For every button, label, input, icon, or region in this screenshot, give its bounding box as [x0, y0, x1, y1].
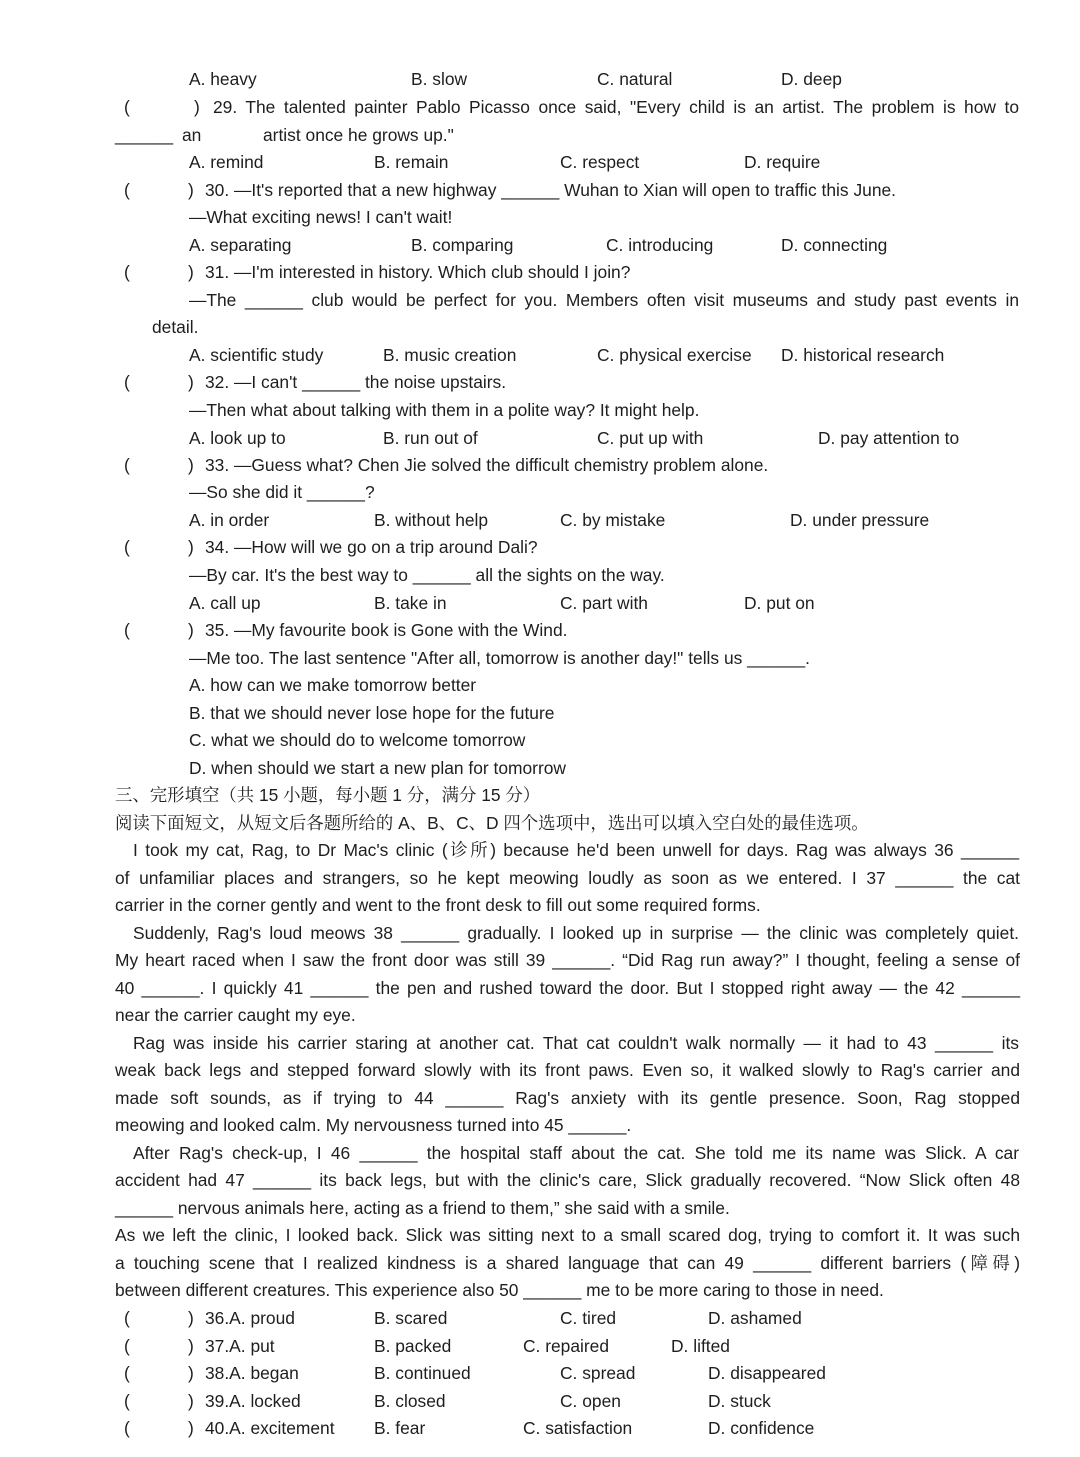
- q35-option-b: B. that we should never lose hope for the future: [189, 703, 555, 723]
- q35-paren-close: ): [188, 620, 194, 640]
- q31-option-d: D. historical research: [781, 345, 945, 365]
- q34-option-c: C. part with: [560, 593, 648, 613]
- answer-paren-open: (: [124, 1363, 130, 1383]
- q40-option-d: D. confidence: [708, 1418, 815, 1438]
- q30-paren-close: ): [188, 180, 194, 200]
- q34-stem: 34. —How will we go on a trip around Dali?: [205, 537, 538, 557]
- passage-line: a touching scene that I realized kindness is a shared language that can 49 ______ different barriers (障碍): [115, 1253, 1020, 1273]
- q37-option-b: B. packed: [374, 1336, 452, 1356]
- q30-option-a: A. separating: [189, 235, 292, 255]
- q36-option-c: C. tired: [560, 1308, 617, 1328]
- q40-option-c: C. satisfaction: [523, 1418, 633, 1438]
- passage-line: 40 ______. I quickly 41 ______ the pen and rushed toward the door. But I stopped right away — the 42 ______: [115, 978, 1020, 998]
- section-heading: 三、完形填空（共 15 小题，每小题 1 分，满分 15 分）: [115, 785, 541, 805]
- q31-option-c: C. physical exercise: [597, 345, 752, 365]
- passage-line: between different creatures. This experience also 50 ______ me to be more caring to those in need.: [115, 1280, 884, 1300]
- q29-option-c: C. respect: [560, 152, 640, 172]
- q33-stem: 33. —Guess what? Chen Jie solved the difficult chemistry problem alone.: [205, 455, 769, 475]
- q30-stem: 30. —It's reported that a new highway ______ Wuhan to Xian will open to traffic this June.: [205, 180, 896, 200]
- q39-option-a: 39.A. locked: [205, 1391, 301, 1411]
- answer-paren-close: ): [188, 1363, 194, 1383]
- q29-paren-open: (: [124, 97, 130, 117]
- q33-option-b: B. without help: [374, 510, 489, 530]
- q33-option-c: C. by mistake: [560, 510, 666, 530]
- q32-option-b: B. run out of: [383, 428, 478, 448]
- answer-paren-close: ): [188, 1308, 194, 1328]
- q38-option-b: B. continued: [374, 1363, 471, 1383]
- q31-paren-close: ): [188, 262, 194, 282]
- q33-paren-close: ): [188, 455, 194, 475]
- q29-paren-close: ): [194, 97, 200, 117]
- q39-option-c: C. open: [560, 1391, 621, 1411]
- answer-paren-close: ): [188, 1336, 194, 1356]
- q34-reply: —By car. It's the best way to ______ all the sights on the way.: [189, 565, 665, 585]
- q31-option-a: A. scientific study: [189, 345, 324, 365]
- q29-stem-blank: ______: [115, 125, 174, 145]
- q35-stem: 35. —My favourite book is Gone with the Wind.: [205, 620, 568, 640]
- passage-line: weak back legs and stepped forward slowly with its front paws. Even so, it walked slowly to Rag's carrier and: [115, 1060, 1020, 1080]
- q35-paren-open: (: [124, 620, 130, 640]
- q36-option-a: 36.A. proud: [205, 1308, 295, 1328]
- answer-paren-open: (: [124, 1308, 130, 1328]
- q33-reply: —So she did it ______?: [189, 482, 375, 502]
- q29-option-d: D. require: [744, 152, 821, 172]
- q34-option-b: B. take in: [374, 593, 447, 613]
- q31-option-b: B. music creation: [383, 345, 517, 365]
- q36-option-d: D. ashamed: [708, 1308, 802, 1328]
- q33-option-a: A. in order: [189, 510, 270, 530]
- q40-option-b: B. fear: [374, 1418, 426, 1438]
- q30-option-d: D. connecting: [781, 235, 888, 255]
- passage-line: carrier in the corner gently and went to the front desk to fill out some required forms.: [115, 895, 761, 915]
- q28-option-a: A. heavy: [189, 69, 257, 89]
- passage-line: made soft sounds, as if trying to 44 ______ Rag's anxiety with its gentle presence. Soon, Rag stopped: [115, 1088, 1020, 1108]
- q34-paren-open: (: [124, 537, 130, 557]
- q28-option-c: C. natural: [597, 69, 673, 89]
- answer-paren-open: (: [124, 1391, 130, 1411]
- q30-option-c: C. introducing: [606, 235, 714, 255]
- q30-reply: —What exciting news! I can't wait!: [189, 207, 453, 227]
- passage-line: near the carrier caught my eye.: [115, 1005, 356, 1025]
- q32-option-c: C. put up with: [597, 428, 704, 448]
- q34-option-a: A. call up: [189, 593, 261, 613]
- q32-stem: 32. —I can't ______ the noise upstairs.: [205, 372, 507, 392]
- passage-line: of unfamiliar places and strangers, so he kept meowing loudly as soon as we entered. I 37 ______ the cat: [115, 868, 1020, 888]
- q28-option-b: B. slow: [411, 69, 468, 89]
- section-instruction: 阅读下面短文，从短文后各题所给的 A、B、C、D 四个选项中，选出可以填入空白处的最佳选项。: [115, 813, 869, 833]
- q35-option-d: D. when should we start a new plan for tomorrow: [189, 758, 566, 778]
- passage-line: meowing and looked calm. My nervousness turned into 45 ______.: [115, 1115, 632, 1135]
- q36-option-b: B. scared: [374, 1308, 448, 1328]
- q31-paren-open: (: [124, 262, 130, 282]
- passage-line: accident had 47 ______ its back legs, but with the clinic's care, Slick gradually recovered. “Now Slick often 48: [115, 1170, 1020, 1190]
- q31-reply-cont: detail.: [152, 317, 199, 337]
- q35-option-a: A. how can we make tomorrow better: [189, 675, 477, 695]
- passage-line: My heart raced when I saw the front door was still 39 ______. “Did Rag run away?” I thought, feeling a sense of: [115, 950, 1020, 970]
- q38-option-d: D. disappeared: [708, 1363, 826, 1383]
- q29-option-b: B. remain: [374, 152, 449, 172]
- q33-option-d: D. under pressure: [790, 510, 930, 530]
- q40-option-a: 40.A. excitement: [205, 1418, 335, 1438]
- q31-reply: —The ______ club would be perfect for you. Members often visit museums and study past events in: [189, 290, 1019, 310]
- answer-paren-open: (: [124, 1336, 130, 1356]
- passage-line: As we left the clinic, I looked back. Slick was sitting next to a small scared dog, trying to comfort it. It was such: [115, 1225, 1020, 1245]
- answer-paren-open: (: [124, 1418, 130, 1438]
- q37-option-c: C. repaired: [523, 1336, 610, 1356]
- q34-paren-close: ): [188, 537, 194, 557]
- passage-line: I took my cat, Rag, to Dr Mac's clinic (诊所) because he'd been unwell for days. Rag was always 36 ______: [133, 840, 1019, 860]
- q32-reply: —Then what about talking with them in a polite way? It might help.: [189, 400, 700, 420]
- q29-stem-rest: artist once he grows up.": [263, 125, 454, 145]
- q35-option-c: C. what we should do to welcome tomorrow: [189, 730, 526, 750]
- q29-option-a: A. remind: [189, 152, 264, 172]
- q35-reply: —Me too. The last sentence "After all, tomorrow is another day!" tells us ______.: [189, 648, 811, 668]
- q34-option-d: D. put on: [744, 593, 815, 613]
- q31-stem: 31. —I'm interested in history. Which club should I join?: [205, 262, 631, 282]
- q38-option-a: 38.A. began: [205, 1363, 299, 1383]
- q37-option-a: 37.A. put: [205, 1336, 275, 1356]
- passage-line: Rag was inside his carrier staring at another cat. That cat couldn't walk normally — it had to 43 ______ its: [133, 1033, 1019, 1053]
- passage-line: ______ nervous animals here, acting as a friend to them,” she said with a smile.: [115, 1198, 730, 1218]
- q32-paren-open: (: [124, 372, 130, 392]
- passage-line: Suddenly, Rag's loud meows 38 ______ gradually. I looked up in surprise — the clinic was completely quiet.: [133, 923, 1019, 943]
- q29-stem-an: an: [182, 125, 202, 145]
- q28-option-d: D. deep: [781, 69, 842, 89]
- answer-paren-close: ): [188, 1391, 194, 1411]
- q33-paren-open: (: [124, 455, 130, 475]
- q30-option-b: B. comparing: [411, 235, 514, 255]
- q38-option-c: C. spread: [560, 1363, 636, 1383]
- q32-paren-close: ): [188, 372, 194, 392]
- q32-option-d: D. pay attention to: [818, 428, 960, 448]
- q29-stem: 29. The talented painter Pablo Picasso once said, "Every child is an artist. The problem is how to: [213, 97, 1019, 117]
- q39-option-d: D. stuck: [708, 1391, 771, 1411]
- q37-option-d: D. lifted: [671, 1336, 730, 1356]
- passage-line: After Rag's check-up, I 46 ______ the hospital staff about the cat. She told me its name was Slick. A car: [133, 1143, 1019, 1163]
- q30-paren-open: (: [124, 180, 130, 200]
- answer-paren-close: ): [188, 1418, 194, 1438]
- q39-option-b: B. closed: [374, 1391, 446, 1411]
- q32-option-a: A. look up to: [189, 428, 286, 448]
